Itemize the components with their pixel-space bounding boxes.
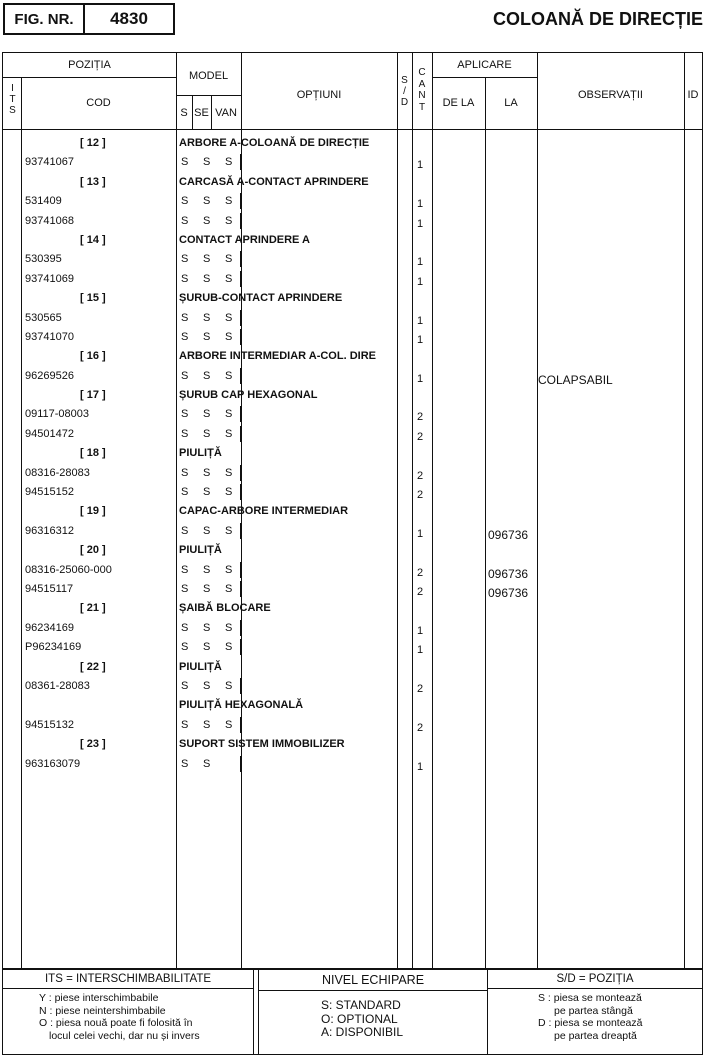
model-flags (181, 719, 247, 731)
table-row (0, 560, 705, 579)
group-header-row (0, 133, 705, 152)
part-code: 93741067 (25, 156, 74, 169)
model-se-flag: S (203, 563, 211, 576)
col-id: ID (687, 89, 699, 101)
position-number: [ 23 ] (80, 738, 106, 751)
options-tick (240, 193, 241, 209)
col-de-la: DE LA (442, 97, 475, 109)
group-header-row (0, 385, 705, 404)
legend-its-line: N : piese neintershimbabile (39, 1004, 166, 1017)
model-se-flag: S (203, 718, 211, 731)
table-row (0, 152, 705, 171)
position-number: [ 22 ] (80, 660, 106, 673)
quantity: 2 (417, 469, 424, 482)
table-row (0, 327, 705, 346)
divider (3, 77, 176, 78)
part-code: 08316-28083 (25, 466, 90, 479)
options-tick (240, 484, 241, 500)
options-tick (240, 756, 241, 772)
model-s-flag: S (181, 369, 189, 382)
legend-its-line: locul celei vechi, dar nu și invers (49, 1029, 200, 1042)
part-description: CARCASĂ A-CONTACT APRINDERE (179, 175, 369, 188)
model-se-flag: S (203, 427, 211, 440)
group-header-row (0, 734, 705, 753)
model-van-flag: S (225, 679, 233, 692)
col-model-van: VAN (215, 107, 237, 119)
part-code: 530395 (25, 253, 62, 266)
quantity: 2 (417, 411, 424, 424)
model-se-flag: S (203, 214, 211, 227)
table-row (0, 521, 705, 540)
model-van-flag: S (225, 195, 233, 208)
legend-nivel-line: A: DISPONIBIL (321, 1025, 404, 1039)
quantity: 1 (417, 217, 424, 230)
model-s-flag: S (181, 486, 189, 499)
model-s-flag: S (181, 272, 189, 285)
model-s-flag: S (181, 195, 189, 208)
table-row (0, 676, 705, 695)
col-observatii: OBSERVAȚII (577, 89, 643, 101)
col-cod: COD (86, 97, 111, 109)
legend-nivel-line: S: STANDARD (321, 998, 401, 1012)
position-number: [ 17 ] (80, 389, 106, 402)
model-se-flag: S (203, 524, 211, 537)
part-description: PIULIȚĂ (179, 544, 222, 557)
position-number: [ 12 ] (80, 137, 106, 149)
model-se-flag: S (203, 311, 211, 324)
model-van-flag: S (225, 641, 233, 654)
col-pozitia: POZIȚIA (68, 59, 111, 71)
part-description: CAPAC-ARBORE INTERMEDIAR (179, 505, 349, 518)
table-row (0, 424, 705, 443)
position-number: [ 16 ] (80, 350, 106, 363)
model-s-flag: S (181, 311, 189, 324)
quantity: 1 (417, 256, 424, 269)
quantity: 2 (417, 682, 424, 695)
model-flags (181, 564, 247, 576)
model-flags (181, 583, 247, 595)
table-row (0, 463, 705, 482)
options-tick (240, 213, 241, 229)
group-header-row (0, 346, 705, 365)
figure-number-box (3, 3, 175, 35)
model-s-flag: S (181, 466, 189, 479)
header-bottom-rule (3, 129, 702, 130)
model-van-flag: S (225, 156, 233, 169)
quantity: 1 (417, 333, 424, 346)
model-flags (181, 273, 247, 285)
model-van-flag: S (225, 718, 233, 731)
divider (432, 77, 537, 78)
model-van-flag: S (225, 369, 233, 382)
model-s-flag: S (181, 563, 189, 576)
col-optiuni: OPȚIUNI (296, 89, 342, 101)
model-se-flag: S (203, 466, 211, 479)
model-van-flag: S (225, 582, 233, 595)
applies-to: 096736 (488, 585, 529, 600)
table-row (0, 637, 705, 656)
legend-nivel-title: NIVEL ECHIPARE (259, 970, 487, 991)
quantity: 2 (417, 430, 424, 443)
part-code: 94501472 (25, 427, 74, 440)
table-row (0, 579, 705, 598)
model-s-flag: S (181, 330, 189, 343)
figure-label: FIG. NR. (5, 5, 85, 33)
model-van-flag: S (225, 253, 233, 266)
model-van-flag: S (225, 311, 233, 324)
part-description: ȘAIBĂ BLOCARE (179, 602, 271, 615)
part-description: ȘURUB-CONTACT APRINDERE (179, 292, 343, 305)
model-se-flag: S (203, 641, 211, 654)
options-tick (240, 368, 241, 384)
group-header-row (0, 501, 705, 520)
model-flags (181, 622, 247, 634)
model-van-flag: S (225, 214, 233, 227)
table-row (0, 269, 705, 288)
model-s-flag: S (181, 621, 189, 634)
model-se-flag: S (203, 408, 211, 421)
model-flags (181, 195, 247, 207)
model-se-flag: S (203, 486, 211, 499)
part-code: 08361-28083 (25, 679, 90, 692)
model-s-flag: S (181, 156, 189, 169)
group-header-row (0, 598, 705, 617)
table-row (0, 715, 705, 734)
position-number: [ 18 ] (80, 447, 106, 460)
col-its: I T S (9, 83, 16, 116)
quantity: 1 (417, 372, 424, 385)
part-description: ȘURUB CAP HEXAGONAL (179, 389, 318, 402)
quantity: 1 (417, 624, 424, 637)
legend-sd-line: S : piesa se montează (538, 992, 642, 1004)
model-se-flag: S (203, 369, 211, 382)
model-flags (181, 408, 247, 420)
part-code: P96234169 (25, 641, 82, 654)
part-code: 96316312 (25, 524, 74, 537)
group-header-row (0, 540, 705, 559)
table-row (0, 404, 705, 423)
model-s-flag: S (181, 427, 189, 440)
part-code: 94515132 (25, 718, 74, 731)
quantity: 1 (417, 644, 424, 657)
position-number: [ 14 ] (80, 233, 106, 246)
model-s-flag: S (181, 408, 189, 421)
part-code: 963163079 (25, 757, 81, 770)
model-flags (181, 331, 247, 343)
model-van-flag: S (225, 408, 233, 421)
model-flags (181, 641, 247, 653)
col-model-s: S (180, 107, 188, 119)
model-flags (181, 486, 247, 498)
model-van-flag: S (225, 427, 233, 440)
table-row (0, 618, 705, 637)
quantity: 2 (417, 721, 424, 734)
part-code: 530565 (25, 311, 62, 324)
divider (176, 95, 241, 96)
model-s-flag: S (181, 524, 189, 537)
legend-sd-line: D : piesa se montează (538, 1017, 643, 1029)
options-tick (240, 678, 241, 694)
col-model-se: SE (194, 107, 209, 119)
model-s-flag: S (181, 253, 189, 266)
part-code: 94515152 (25, 486, 74, 499)
model-flags (181, 253, 247, 265)
col-cant: C A N T (418, 67, 426, 113)
options-tick (240, 562, 241, 578)
table-row (0, 249, 705, 268)
observation: COLAPSABIL (538, 372, 613, 387)
part-code: 531409 (25, 195, 62, 208)
legend-sd-title: S/D = POZIȚIA (488, 970, 702, 989)
legend-nivel-line: O: OPTIONAL (321, 1011, 398, 1026)
part-description: PIULIȚĂ (179, 660, 222, 673)
quantity: 2 (417, 566, 424, 579)
position-number: [ 13 ] (80, 175, 106, 188)
model-se-flag: S (203, 253, 211, 266)
options-tick (240, 406, 241, 422)
legend-its-line: Y : piese interschimbabile (39, 992, 159, 1004)
quantity: 1 (417, 275, 424, 288)
position-number: [ 20 ] (80, 544, 106, 557)
model-van-flag: S (225, 486, 233, 499)
part-code: 96269526 (25, 369, 74, 382)
options-tick (240, 639, 241, 655)
model-s-flag: S (181, 718, 189, 731)
model-se-flag: S (203, 330, 211, 343)
position-number: [ 19 ] (80, 505, 106, 518)
figure-number: 4830 (110, 9, 148, 28)
model-flags (181, 428, 247, 440)
model-van-flag: S (225, 524, 233, 537)
model-se-flag: S (203, 621, 211, 634)
position-number: [ 21 ] (80, 602, 106, 615)
model-van-flag: S (225, 466, 233, 479)
model-se-flag: S (203, 679, 211, 692)
quantity: 1 (417, 314, 424, 327)
part-code: 96234169 (25, 621, 74, 634)
table-body (0, 133, 705, 773)
position-number: [ 15 ] (80, 292, 106, 305)
model-se-flag: S (203, 195, 211, 208)
part-description: ARBORE A-COLOANĂ DE DIRECȚIE (179, 137, 370, 149)
table-row (0, 191, 705, 210)
model-flags (181, 680, 247, 692)
table-row (0, 308, 705, 327)
model-s-flag: S (181, 757, 189, 770)
part-code: 93741070 (25, 330, 74, 343)
model-se-flag: S (203, 156, 211, 169)
options-tick (240, 310, 241, 326)
col-model: MODEL (188, 70, 229, 82)
quantity: 1 (417, 527, 424, 540)
legend-nivel (258, 970, 488, 1054)
options-tick (240, 523, 241, 539)
part-description: PIULIȚĂ HEXAGONALĂ (179, 699, 304, 712)
model-flags (181, 156, 247, 168)
model-s-flag: S (181, 214, 189, 227)
part-description: SUPORT SISTEM IMMOBILIZER (179, 738, 345, 751)
group-header-row (0, 443, 705, 462)
options-tick (240, 251, 241, 267)
part-code: 93741069 (25, 272, 74, 285)
applies-to: 096736 (488, 566, 529, 581)
part-description: CONTACT APRINDERE A (179, 233, 310, 246)
table-row (0, 754, 705, 773)
model-van-flag: S (225, 330, 233, 343)
table-row (0, 482, 705, 501)
legend-its-line: O : piesa nouă poate fi folosită în (39, 1017, 193, 1029)
model-se-flag: S (203, 272, 211, 285)
group-header-row (0, 695, 705, 714)
options-tick (240, 154, 241, 170)
legend-its-title: ITS = INTERSCHIMBABILITATE (3, 970, 253, 989)
model-van-flag: S (225, 272, 233, 285)
model-s-flag: S (181, 679, 189, 692)
options-tick (240, 465, 241, 481)
model-van-flag: S (225, 621, 233, 634)
model-flags (181, 467, 247, 479)
part-code: 08316-25060-000 (25, 563, 112, 576)
applies-to: 096736 (488, 527, 529, 542)
model-se-flag: S (203, 582, 211, 595)
options-tick (240, 426, 241, 442)
options-tick (240, 620, 241, 636)
part-code: 93741068 (25, 214, 74, 227)
table-row (0, 366, 705, 385)
quantity: 1 (417, 198, 424, 211)
legend-sd-line: pe partea stângă (554, 1004, 633, 1017)
legend-sd (488, 970, 702, 1054)
group-header-row (0, 288, 705, 307)
model-flags (181, 215, 247, 227)
group-header-row (0, 657, 705, 676)
part-description: PIULIȚĂ (179, 447, 222, 460)
table-row (0, 211, 705, 230)
model-s-flag: S (181, 641, 189, 654)
options-tick (240, 271, 241, 287)
col-aplicare: APLICARE (457, 59, 512, 71)
model-flags (181, 370, 247, 382)
model-van-flag: S (225, 563, 233, 576)
part-code: 09117-08003 (25, 408, 90, 421)
part-code: 94515117 (25, 582, 74, 595)
model-flags (181, 758, 247, 770)
quantity: 2 (417, 585, 424, 598)
options-tick (240, 329, 241, 345)
model-flags (181, 525, 247, 537)
quantity: 1 (417, 159, 424, 172)
quantity: 2 (417, 489, 424, 502)
page-title: COLOANĂ DE DIRECȚIE (492, 9, 703, 29)
options-tick (240, 717, 241, 733)
model-se-flag: S (203, 757, 211, 770)
model-s-flag: S (181, 582, 189, 595)
col-la: LA (504, 97, 518, 109)
options-tick (240, 581, 241, 597)
part-description: ARBORE INTERMEDIAR A-COL. DIRE (179, 350, 376, 363)
model-flags (181, 312, 247, 324)
group-header-row (0, 230, 705, 249)
quantity: 1 (417, 760, 424, 773)
legend-its (3, 970, 254, 1054)
col-sd: S / D (400, 75, 409, 108)
group-header-row (0, 172, 705, 191)
legend (2, 969, 703, 1055)
legend-sd-line: pe partea dreaptă (554, 1029, 637, 1042)
